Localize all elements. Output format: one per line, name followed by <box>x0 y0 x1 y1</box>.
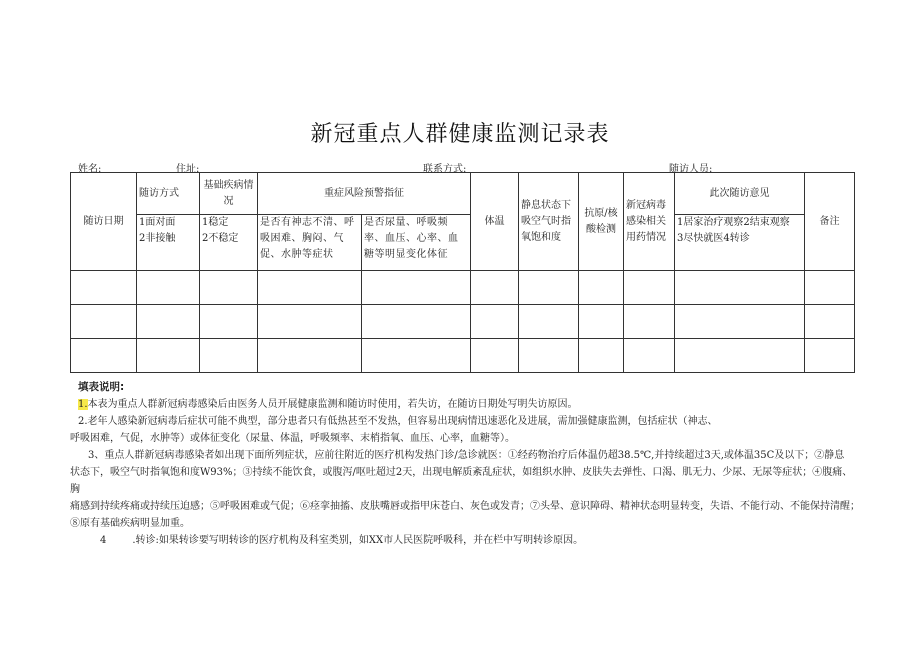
table-cell[interactable] <box>200 305 258 339</box>
base-disease-options <box>200 215 258 271</box>
table-cell[interactable] <box>805 339 855 373</box>
table-cell[interactable] <box>471 339 519 373</box>
instructions-heading: 填表说明: <box>78 381 125 393</box>
opinion-option: 1居家治疗观察2结束观察 <box>677 217 790 228</box>
table-cell[interactable] <box>258 305 362 339</box>
table-cell[interactable] <box>362 305 471 339</box>
table-row <box>71 271 855 305</box>
instruction-3a: 3、重点人群新冠病毒感染者如出现下面所列症状，应前往附近的医疗机构发热门诊/急诊就医：①经药物治疗后体温仍超38.5℃,并持续超过3天,或体温35C及以下；②静息 <box>88 450 845 461</box>
visit-date-header: 随访日期 <box>71 173 137 271</box>
table-cell[interactable] <box>362 271 471 305</box>
table-cell[interactable] <box>200 339 258 373</box>
instruction-3c: 痛感到持续疼痛或持续压迫感；⑤呼吸困难或气促；⑥痉挛抽搐、皮肤嘴唇或指甲床苍白、灰色或发青；⑦头晕、意识障碍、精神状态明显转变，失语、不能行动、不能保持清醒； <box>70 501 860 512</box>
severe-warning-header: 重症风险预警指征 <box>258 173 471 215</box>
visit-method-options <box>137 215 200 271</box>
table-cell[interactable] <box>675 305 805 339</box>
page-title: 新冠重点人群健康监测记录表 <box>310 122 610 147</box>
opinion-options <box>675 215 805 271</box>
base-disease-option: 1稳定 <box>202 217 229 228</box>
address-label: 住址: <box>176 164 200 175</box>
table-row <box>71 339 855 373</box>
table-cell[interactable] <box>137 305 200 339</box>
table-cell[interactable] <box>675 339 805 373</box>
remark-header: 备注 <box>805 173 855 271</box>
instruction-2a: 2.老年人感染新冠病毒后症状可能不典型，部分患者只有低热甚至不发热，但容易出现病情迅速恶化及进展，需加强健康监测，包括症状（神志、 <box>78 416 718 427</box>
table-cell[interactable] <box>258 339 362 373</box>
table-cell[interactable] <box>71 271 137 305</box>
base-disease-option: 2不稳定 <box>202 233 239 244</box>
table-cell[interactable] <box>471 305 519 339</box>
instruction-2b: 呼吸困难，气促，水肿等）或体征变化（尿量、体温，呼吸频率、末梢指氧、血压、心率，血糖等）。 <box>70 433 515 444</box>
header-row <box>71 173 855 215</box>
table-cell[interactable] <box>471 271 519 305</box>
table-cell[interactable] <box>137 339 200 373</box>
table-cell[interactable] <box>519 271 579 305</box>
base-disease-header: 基础疾病情况 <box>200 173 258 215</box>
contact-label: 联系方式: <box>423 164 467 175</box>
table-cell[interactable] <box>579 339 624 373</box>
severe-signs-header: 是否尿量、呼吸频率、血压、心率、血糖等明显变化体征 <box>362 215 471 271</box>
record-table <box>70 172 855 373</box>
table-cell[interactable] <box>71 305 137 339</box>
table-cell[interactable] <box>258 271 362 305</box>
table-cell[interactable] <box>624 339 675 373</box>
table-cell[interactable] <box>675 271 805 305</box>
covid-meds-header: 新冠病毒感染相关用药情况 <box>624 173 675 271</box>
instruction-4 <box>70 532 860 549</box>
antigen-header: 抗原/核酸检测 <box>579 173 624 271</box>
table-cell[interactable] <box>805 305 855 339</box>
spo2-header: 静息状态下吸空气时指氧饱和度 <box>519 173 579 271</box>
instruction-4-text: .转诊:如果转诊要写明转诊的医疗机构及科室类别，如XX市人民医院呼吸科，并在栏中写明转诊原因。 <box>132 535 584 546</box>
instructions <box>70 379 860 549</box>
table-cell[interactable] <box>579 271 624 305</box>
instruction-4-number: 4 <box>100 535 107 546</box>
table-cell[interactable] <box>805 271 855 305</box>
instruction-3b: 状态下，吸空气时指氧饱和度W93%；③持续不能饮食，或腹泻/呕吐超过2天，出现电解质紊乱症状，如组织水肿、皮肤失去弹性、口渴、肌无力、少尿、无尿等症状；④腹痛、胸 <box>70 467 853 495</box>
instruction-1-text: 本表为重点人群新冠病毒感染后由医务人员开展健康监测和随访时使用，若失访，在随访日期处写明失访原因。 <box>87 399 578 410</box>
table-cell[interactable] <box>71 339 137 373</box>
visit-method-option: 2非接触 <box>139 233 176 244</box>
table-cell[interactable] <box>137 271 200 305</box>
opinion-header: 此次随访意见 <box>675 173 805 215</box>
table-cell[interactable] <box>519 305 579 339</box>
table-cell[interactable] <box>579 305 624 339</box>
temperature-header: 体温 <box>471 173 519 271</box>
table-cell[interactable] <box>362 339 471 373</box>
severe-symptoms-header: 是否有神志不清、呼吸困难、胸闷、气促、水肿等症状 <box>258 215 362 271</box>
table-cell[interactable] <box>624 305 675 339</box>
table-row <box>71 305 855 339</box>
instruction-3d: ⑧原有基础疾病明显加重。 <box>70 518 190 529</box>
instruction-1 <box>70 396 860 413</box>
visit-method-header: 随访方式 <box>137 173 200 215</box>
table-cell[interactable] <box>200 271 258 305</box>
table-cell[interactable] <box>624 271 675 305</box>
table-cell[interactable] <box>519 339 579 373</box>
subheader-row <box>71 215 855 271</box>
visitor-label: 随访人员: <box>669 164 713 175</box>
opinion-option: 3尽快就医4转诊 <box>677 233 750 244</box>
name-label: 姓名: <box>78 164 102 175</box>
visit-method-option: 1面对面 <box>139 217 176 228</box>
highlight-mark: 1. <box>78 399 88 410</box>
